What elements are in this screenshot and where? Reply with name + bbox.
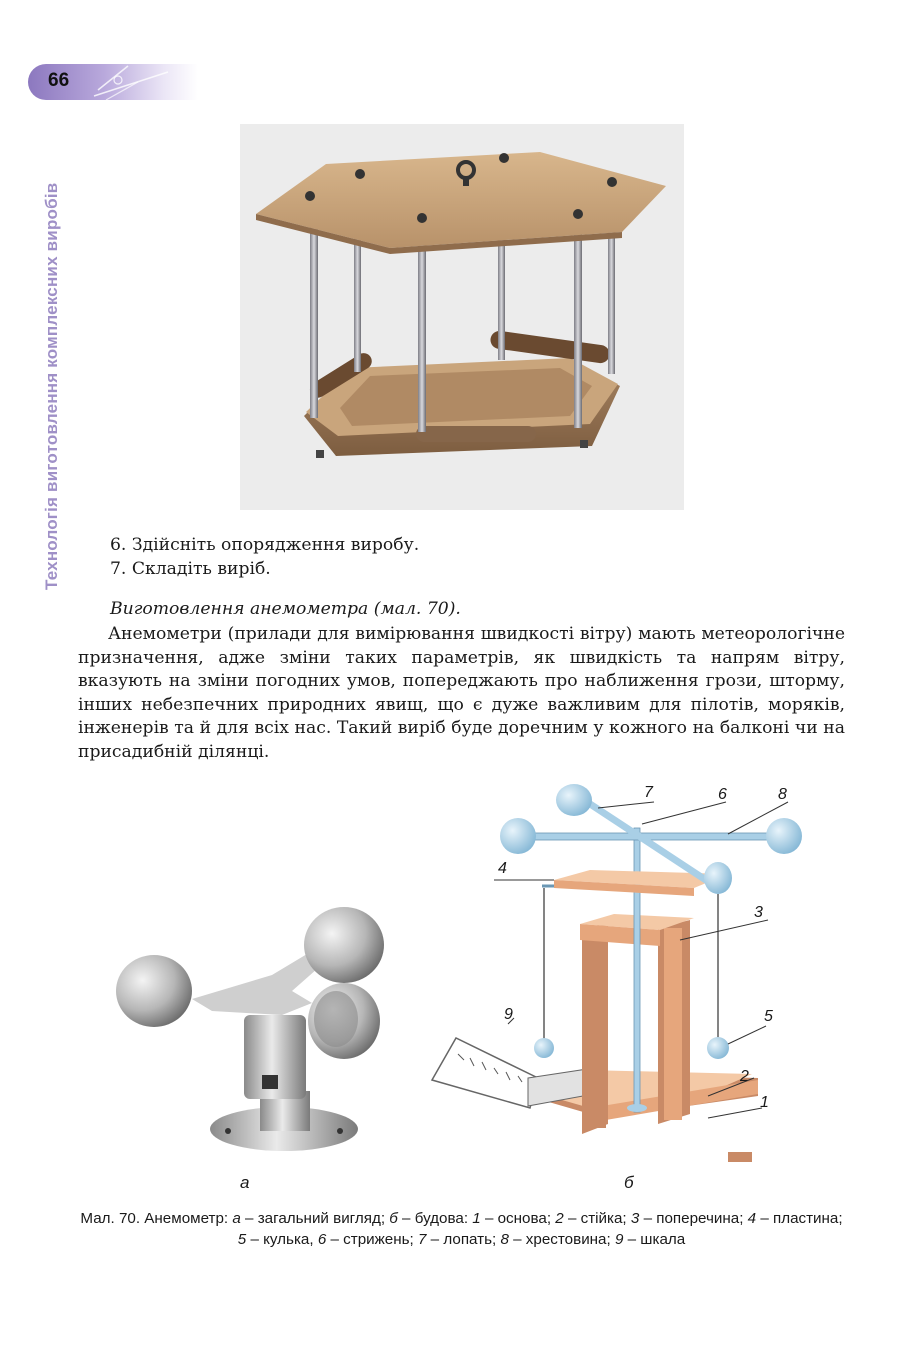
part-label-6: 6: [718, 786, 727, 803]
caption-p6: 6: [317, 1231, 327, 1248]
part-label-3: 3: [754, 904, 763, 921]
step-6: 6. Здійсніть опорядження виробу.: [110, 535, 420, 555]
part-label-1: 1: [760, 1094, 769, 1111]
part-label-5: 5: [764, 1008, 773, 1025]
caption-b-text: – будова:: [397, 1210, 473, 1227]
caption-a: а: [232, 1210, 241, 1227]
part-label-9: 9: [504, 1006, 513, 1023]
caption-p3-text: – поперечина;: [639, 1210, 748, 1227]
caption-prefix: Мал. 70. Анемометр:: [80, 1210, 233, 1227]
caption-p1: 1: [472, 1210, 481, 1227]
gazebo-photo: [240, 124, 684, 510]
caption-p9: 9: [614, 1231, 624, 1248]
caption-p7-text: – лопать;: [426, 1231, 501, 1248]
caption-b: б: [389, 1210, 398, 1227]
caption-p4-text: – пластина;: [756, 1210, 843, 1227]
caption-p2-text: – стійка;: [563, 1210, 631, 1227]
figure-label-a: а: [240, 1173, 250, 1192]
part-label-2: 2: [740, 1068, 749, 1085]
caption-a-text: – загальний вигляд;: [240, 1210, 390, 1227]
part-label-8: 8: [778, 786, 787, 803]
step-7: 7. Складіть виріб.: [110, 559, 271, 579]
side-title: Технологія виготовлення комплексних виробів: [42, 182, 61, 590]
part-label-7: 7: [644, 784, 653, 801]
anemometer-diagram: [418, 778, 838, 1178]
caption-p7: 7: [418, 1231, 427, 1248]
caption-p1-text: – основа;: [480, 1210, 556, 1227]
caption-p2: 2: [555, 1210, 564, 1227]
caption-p9-text: – шкала: [623, 1231, 686, 1248]
caption-p8-text: – хрестовина;: [508, 1231, 615, 1248]
anemometer-photo: [112, 895, 390, 1167]
caption-p3: 3: [630, 1210, 640, 1227]
figure-label-b: б: [624, 1173, 634, 1192]
body-paragraph: Анемометри (прилади для вимірювання швидкості вітру) мають метеорологічне призначення, адже зміни таких параметрів, як швидкість та напрям вітру, вказують на зміни погодних умов, попереджають про наближення грози, шторму, інших небезпечних природних явищ, що є дуже важливим для пілотів, моряків, інженерів та й для всіх нас. Такий виріб буде доречним у кожного на балконі чи на присадибній ділянці.: [78, 624, 845, 762]
part-label-4: 4: [498, 860, 507, 877]
hammer-icon: [88, 62, 178, 102]
caption-p6-text: – стрижень;: [326, 1231, 418, 1248]
caption-p4: 4: [747, 1210, 757, 1227]
caption-p5-text: – кулька,: [246, 1231, 318, 1248]
section-heading: Виготовлення анемометра (мал. 70).: [110, 599, 461, 619]
figure-caption: [78, 1208, 845, 1250]
caption-p8: 8: [500, 1231, 509, 1248]
caption-p5: 5: [237, 1231, 247, 1248]
page-number: 66: [48, 70, 70, 91]
